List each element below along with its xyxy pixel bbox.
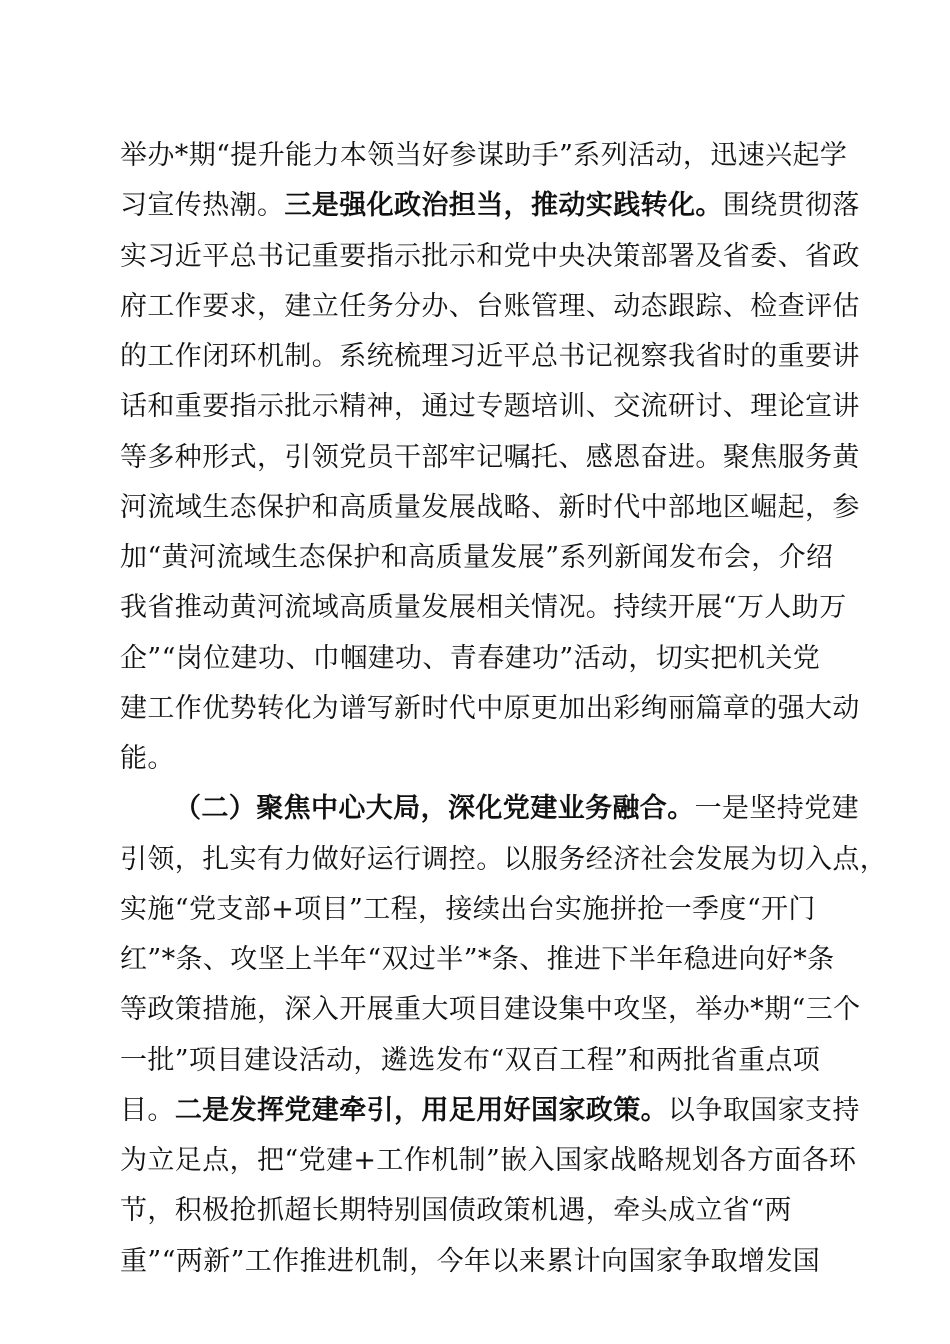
text-run: 以服务经济社会发展为切入点，	[503, 844, 888, 875]
text-line	[120, 188, 860, 224]
text-run: 目。	[120, 1095, 175, 1126]
text-run: 的工作闭环机制。系统梳理习近平总书记视察我省时的重要讲	[120, 341, 860, 372]
text-line	[120, 842, 887, 878]
text-run: 重”“两新”工作推进机制，今年以来累计向国家争取增发国	[120, 1246, 821, 1277]
text-line	[120, 540, 833, 576]
text-run: 我省推动黄河流域高质量发展相关情况。持续开展“万人助万	[120, 592, 847, 623]
text-line	[120, 1143, 856, 1179]
text-line	[120, 440, 860, 476]
text-line	[120, 389, 860, 425]
text-run: 实习近平总书记重要指示批示和党中央决策部署及省委、省政	[120, 241, 860, 272]
emphasis-run: 二是发挥党建牵引，用足用好国家政策。	[174, 1095, 669, 1126]
text-line	[120, 138, 847, 174]
section-heading: （二）聚焦中心大局，深化党建业务融合。	[174, 793, 695, 824]
text-line	[120, 741, 175, 777]
text-run: 实施“党支部+项目”工程，接续出台实施拼抢一季度“开门	[120, 894, 816, 925]
text-run: 话和重要指示批示精神，通过专题培训、交流研讨、理论宣讲	[120, 391, 860, 422]
text-run: 加“黄河流域生态保护和高质量发展”系列新闻发布会，介绍	[120, 542, 834, 573]
text-run: 建工作优势转化为谱写新时代中原更加出彩绚丽篇章的强大动	[120, 693, 860, 724]
text-line	[120, 1193, 792, 1229]
text-run: 习宣传热潮。	[120, 190, 285, 221]
text-line	[120, 1043, 820, 1079]
text-line	[120, 1093, 860, 1129]
text-line	[120, 490, 860, 526]
text-run: 以争取国家支持	[668, 1095, 860, 1126]
text-run: 一批”项目建设活动，遴选发布“双百工程”和两批省重点项	[120, 1045, 821, 1076]
text-run: 能。	[120, 743, 175, 774]
text-line	[120, 1244, 820, 1280]
text-run: 围绕贯彻落	[722, 190, 860, 221]
text-line	[120, 641, 820, 677]
text-run: 府工作要求，建立任务分办、台账管理、动态跟踪、检查评估	[120, 291, 860, 322]
text-run: 引领，扎实有力做好运行调控。	[120, 844, 504, 875]
text-line	[120, 239, 860, 275]
text-line	[120, 691, 860, 727]
text-run: 为立足点，把“党建+工作机制”嵌入国家战略规划各方面各环	[120, 1145, 857, 1176]
text-line	[120, 590, 847, 626]
text-run: 节，积极抢抓超长期特别国债政策机遇，牵头成立省“两	[120, 1195, 792, 1226]
text-run: 一是坚持党建	[694, 793, 860, 824]
emphasis-run: 三是强化政治担当，推动实践转化。	[284, 190, 723, 221]
text-run: 举办*期“提升能力本领当好参谋助手”系列活动，迅速兴起学	[120, 140, 848, 171]
text-line	[120, 992, 861, 1028]
text-line	[174, 791, 859, 827]
text-run: 等多种形式，引领党员干部牢记嘱托、感恩奋进。聚焦服务黄	[120, 442, 860, 473]
text-run: 河流域生态保护和高质量发展战略、新时代中部地区崛起，参	[120, 492, 860, 523]
text-run: 企”“岗位建功、巾帼建功、青春建功”活动，切实把机关党	[120, 643, 821, 674]
text-line	[120, 339, 860, 375]
text-line	[120, 289, 860, 325]
text-run: 等政策措施，深入开展重大项目建设集中攻坚，举办*期“三个	[120, 994, 861, 1025]
text-run: 红”*条、攻坚上半年“双过半”*条、推进下半年稳进向好*条	[120, 944, 835, 975]
text-line	[120, 892, 816, 928]
text-line	[120, 942, 835, 978]
